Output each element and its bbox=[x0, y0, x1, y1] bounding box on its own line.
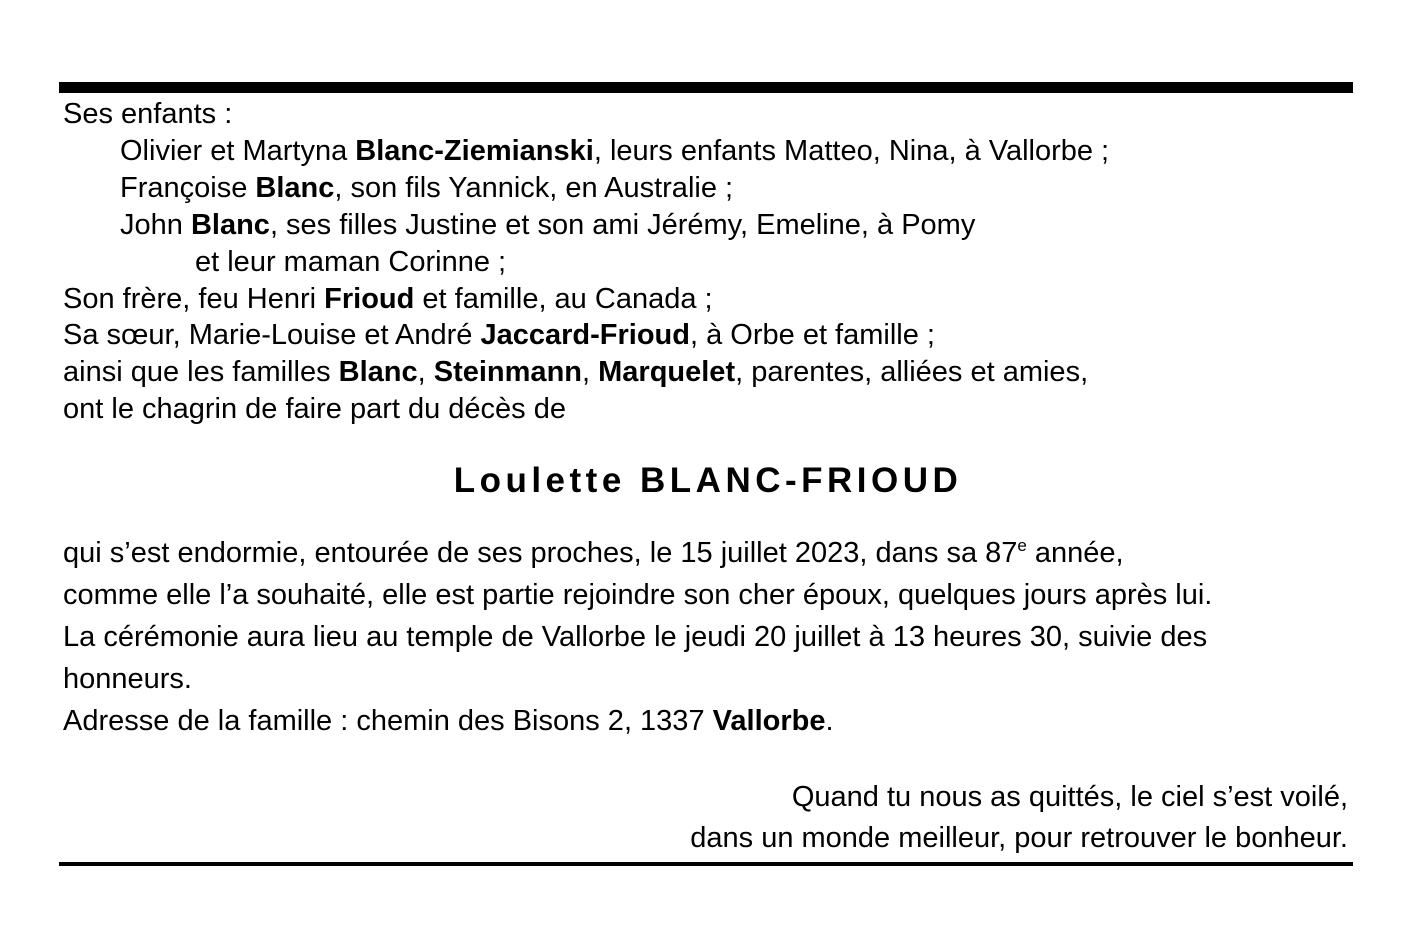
child1-pre: Olivier et Martyna bbox=[120, 135, 356, 167]
brother-pre: Son frère, feu Henri bbox=[63, 283, 325, 315]
child3-pre: John bbox=[120, 209, 191, 241]
bottom-divider bbox=[59, 862, 1353, 866]
families-post: , parentes, alliées et amies, bbox=[735, 356, 1089, 388]
families-line bbox=[63, 355, 1088, 389]
family-name-1: Blanc bbox=[338, 356, 418, 388]
families-pre: ainsi que les familles bbox=[63, 356, 339, 388]
details-line-1 bbox=[63, 536, 1124, 570]
details-line-2 bbox=[63, 578, 1212, 612]
family-name-2: Steinmann bbox=[433, 356, 582, 388]
details-line1-post: année, bbox=[1026, 537, 1124, 569]
address-post: . bbox=[825, 705, 834, 737]
child2-post: , son fils Yannick, en Australie ; bbox=[334, 172, 734, 204]
sister-line bbox=[63, 318, 935, 352]
sister-pre: Sa sœur, Marie-Louise et André bbox=[63, 319, 481, 351]
sister-post: , à Orbe et famille ; bbox=[689, 319, 935, 351]
child3-cont: et leur maman Corinne ; bbox=[195, 246, 507, 278]
child3-surname: Blanc bbox=[190, 209, 270, 241]
child3-post: , ses filles Justine et son ami Jérémy, Emeline, à Pomy bbox=[269, 209, 976, 241]
details-line-4 bbox=[63, 662, 192, 696]
details-line4-text: honneurs. bbox=[63, 663, 192, 695]
child-line-3-continued bbox=[195, 245, 506, 279]
child1-post: , leurs enfants Matteo, Nina, à Vallorbe ; bbox=[593, 135, 1110, 167]
sister-surname: Jaccard-Frioud bbox=[480, 319, 690, 351]
family-name-3: Marquelet bbox=[598, 356, 736, 388]
brother-surname: Frioud bbox=[324, 283, 415, 315]
intro-heading-text: Ses enfants : bbox=[63, 98, 233, 130]
details-line2-text: comme elle l’a souhaité, elle est partie rejoindre son cher époux, quelques jours après lui. bbox=[63, 579, 1213, 611]
ordinal-superscript: e bbox=[1017, 536, 1027, 555]
poem-line-2 bbox=[690, 821, 1348, 855]
poem-line1-text: Quand tu nous as quittés, le ciel s’est voilé, bbox=[791, 781, 1348, 813]
announce-text: ont le chagrin de faire part du décès de bbox=[63, 393, 566, 425]
child-line-3 bbox=[120, 208, 975, 242]
poem-line2-text: dans un monde meilleur, pour retrouver le bonheur. bbox=[690, 822, 1348, 854]
families-sep-1: , bbox=[417, 356, 434, 388]
details-line3-text: La cérémonie aura lieu au temple de Vallorbe le jeudi 20 juillet à 13 heures 30, suivie des bbox=[63, 621, 1208, 653]
intro-heading bbox=[63, 97, 232, 131]
poem-line-1 bbox=[792, 780, 1348, 814]
brother-post: et famille, au Canada ; bbox=[414, 283, 713, 315]
child1-surname: Blanc-Ziemianski bbox=[355, 135, 594, 167]
deceased-name: Loulette BLANC-FRIOUD bbox=[453, 461, 963, 500]
address-town: Vallorbe bbox=[712, 705, 826, 737]
details-line1-pre: qui s’est endormie, entourée de ses proches, le 15 juillet 2023, dans sa 87 bbox=[63, 537, 1018, 569]
child2-surname: Blanc bbox=[255, 172, 335, 204]
address-line bbox=[63, 704, 834, 738]
announce-line bbox=[63, 392, 566, 426]
address-pre: Adresse de la famille : chemin des Bisons 2, 1337 bbox=[63, 705, 713, 737]
top-divider bbox=[59, 82, 1353, 93]
child-line-2 bbox=[120, 171, 733, 205]
details-line-3 bbox=[63, 620, 1207, 654]
child-line-1 bbox=[120, 134, 1109, 168]
child2-pre: Françoise bbox=[120, 172, 256, 204]
brother-line bbox=[63, 282, 713, 316]
families-sep-2: , bbox=[582, 356, 599, 388]
